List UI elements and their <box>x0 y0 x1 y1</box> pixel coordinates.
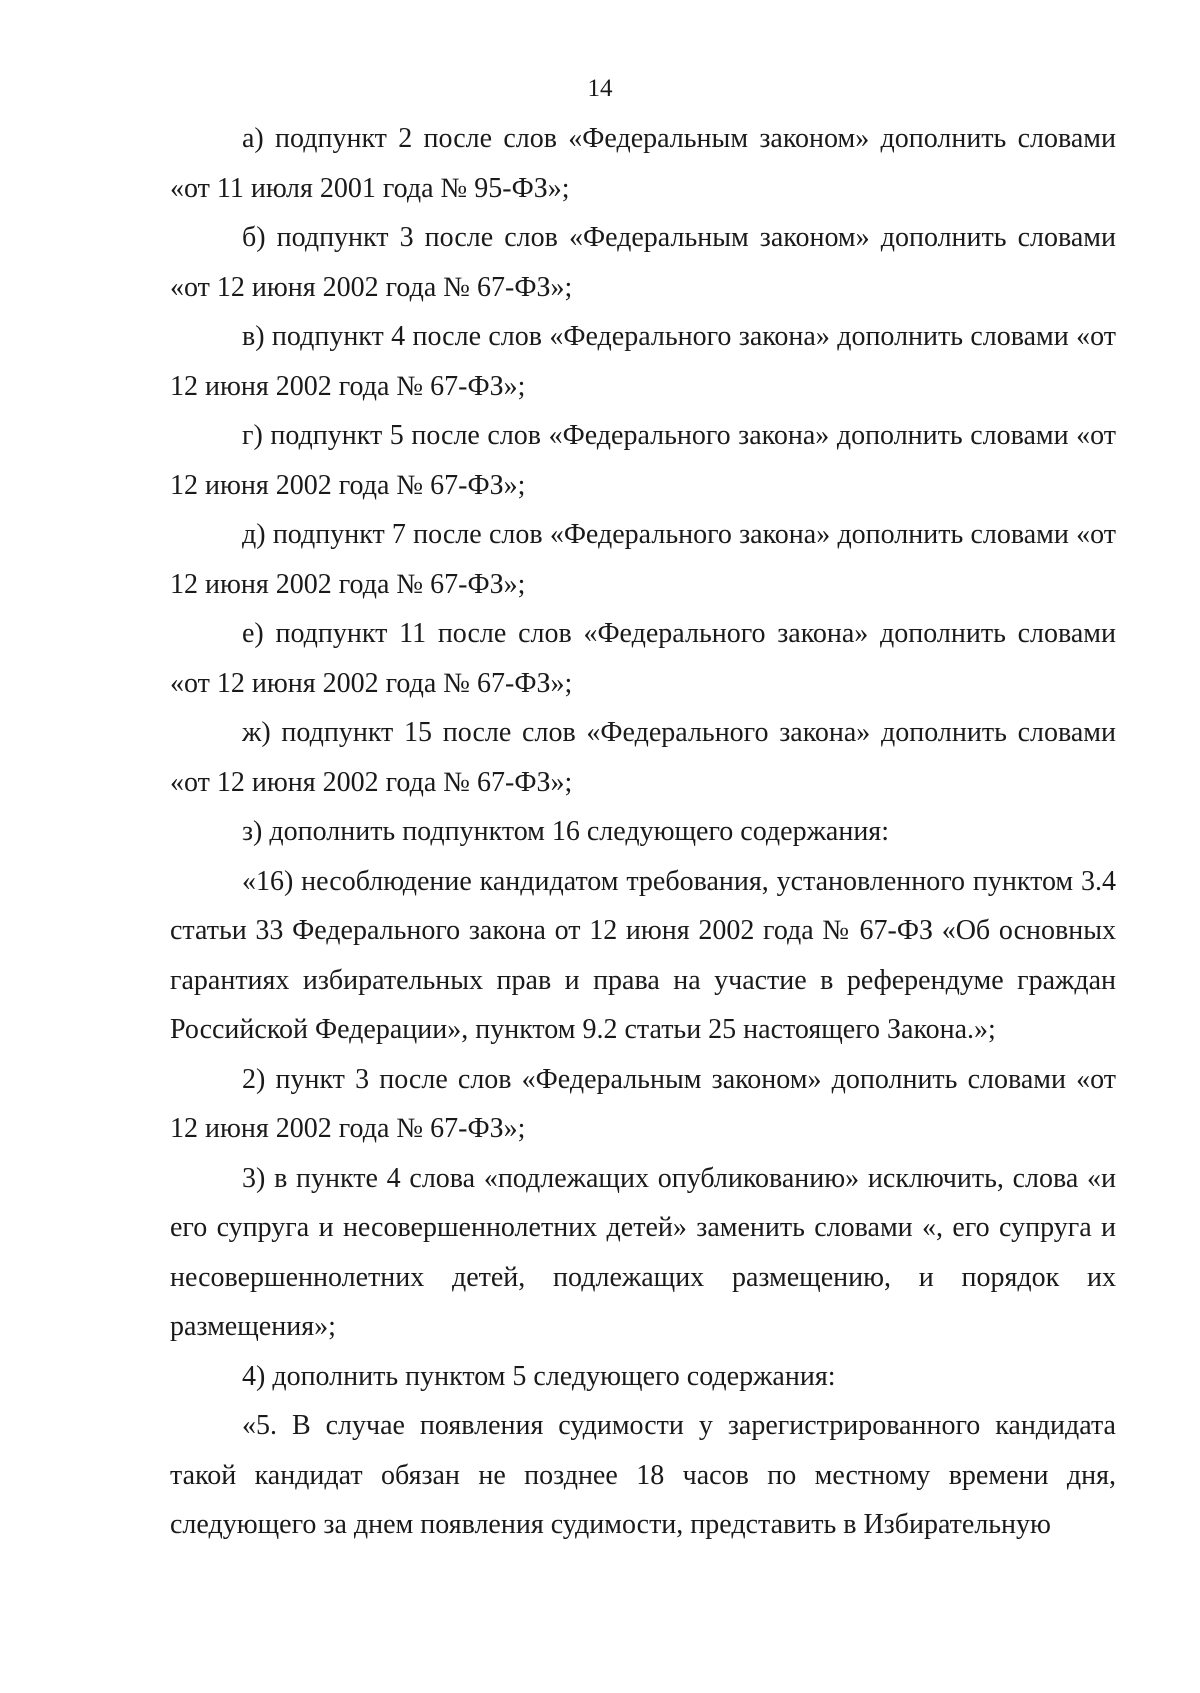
amendment-paragraph: 2) пункт 3 после слов «Федеральным законом» дополнить словами «от 12 июня 2002 года № 67-ФЗ»; <box>170 1063 1116 1144</box>
amendment-paragraph: в) подпункт 4 после слов «Федерального закона» дополнить словами «от 12 июня 2002 года № 67-ФЗ»; <box>170 321 1116 402</box>
amendment-paragraph: з) дополнить подпунктом 16 следующего содержания: <box>242 816 889 847</box>
page-number: 14 <box>587 75 613 102</box>
amendment-paragraph: 4) дополнить пунктом 5 следующего содержания: <box>242 1360 836 1392</box>
amendment-paragraph: 3) в пункте 4 слова «подлежащих опубликованию» исключить, слова «и его супруга и несовершеннолетних детей» заменить словами «, его супруга и несовершеннолетних детей, подлежащих размещению, и порядок их размещения»; <box>170 1162 1116 1342</box>
quoted-subparagraph-16: «16) несоблюдение кандидатом требования, установленного пунктом 3.4 статьи 33 Федерального закона от 12 июня 2002 года № 67-ФЗ «Об основных гарантиях избирательных прав и права на участие в референдуме граждан Российской Федерации», пунктом 9.2 статьи 25 настоящего Закона.»; <box>170 865 1116 1045</box>
amendment-paragraph: а) подпункт 2 после слов «Федеральным законом» дополнить словами «от 11 июля 2001 года № 95-ФЗ»; <box>170 123 1116 204</box>
document-body <box>170 114 1116 1550</box>
amendment-paragraph: д) подпункт 7 после слов «Федерального закона» дополнить словами «от 12 июня 2002 года № 67-ФЗ»; <box>170 519 1116 600</box>
amendment-paragraph: е) подпункт 11 после слов «Федерального закона» дополнить словами «от 12 июня 2002 года № 67-ФЗ»; <box>170 618 1116 699</box>
quoted-paragraph-5: «5. В случае появления судимости у зарегистрированного кандидата такой кандидат обязан не позднее 18 часов по местному времени дня, следующего за днем появления судимости, представить в Избирательную <box>170 1410 1116 1540</box>
amendment-paragraph: б) подпункт 3 после слов «Федеральным законом» дополнить словами «от 12 июня 2002 года № 67-ФЗ»; <box>170 222 1116 303</box>
amendment-paragraph: ж) подпункт 15 после слов «Федерального закона» дополнить словами «от 12 июня 2002 года № 67-ФЗ»; <box>170 717 1116 798</box>
amendment-paragraph: г) подпункт 5 после слов «Федерального закона» дополнить словами «от 12 июня 2002 года № 67-ФЗ»; <box>170 420 1116 501</box>
